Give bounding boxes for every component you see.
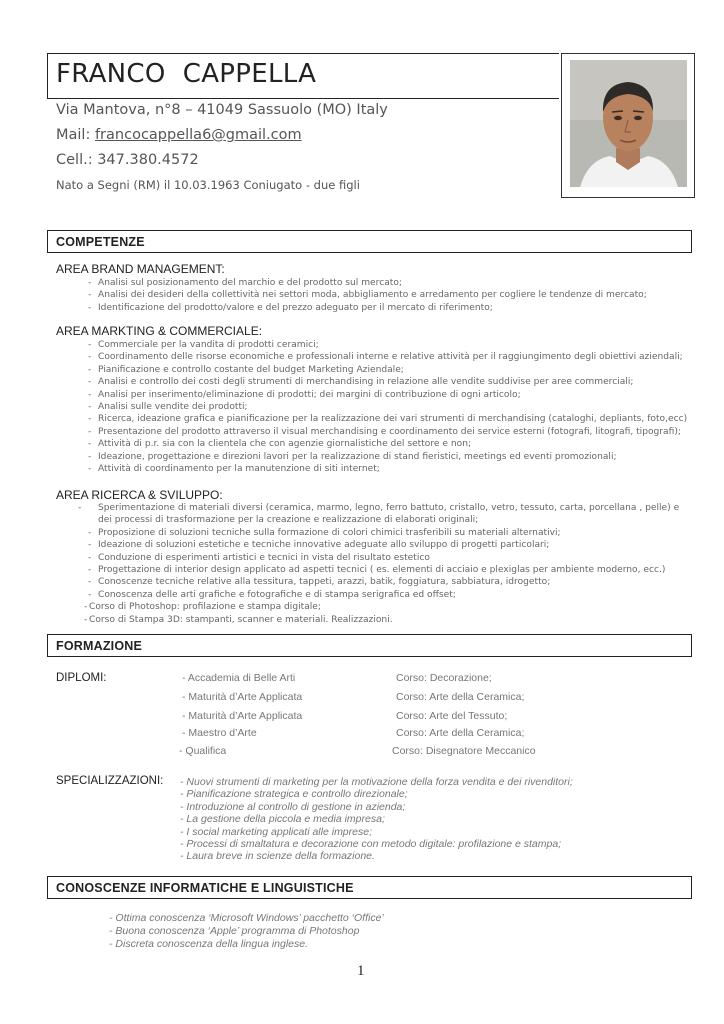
list-item: - Analisi per inserimento/eliminazione di prodotti; dei margini di contribuzione di ogni articolo; [88,389,521,400]
list-item: - Coordinamento delle risorse economiche e professionali interne e relative attività per il raggiungimento degli obiettivi aziendali; [88,352,683,363]
section-title: COMPETENZE [56,235,145,249]
list-item: - I social marketing applicati alle imprese; [180,825,372,838]
mail-label: Mail: [56,127,95,143]
list-item: - Ideazione di soluzioni estetiche e tecniche innovative adeguate allo sviluppo di progetti particolari; [88,540,550,551]
list-item: - La gestione della piccola e media impresa; [180,813,385,826]
list-item: - Corso di Photoshop: profilazione e stampa digitale; [84,602,321,613]
section-title: CONOSCENZE INFORMATICHE E LINGUISTICHE [56,881,354,895]
diploma-course: Corso: Arte della Ceramica; [396,691,525,703]
list-item: - Conoscenze tecniche relative alla tessitura, tappeti, arazzi, batik, foggiatura, sabbiatura, idrogetto; [88,577,551,588]
diploma-school: - Maestro d’Arte [182,727,257,739]
list-item: - Conduzione di esperimenti artistici e tecnici in vista del risultato estetico [88,552,430,563]
list-item: - Conoscenza delle arti grafiche e fotografiche e di stampa serigrafica ed offset; [88,589,456,600]
list-item: - Attività di coordinamento per la manutenzione di siti internet; [88,464,380,475]
diploma-school: - Maturità d’Arte Applicata [182,691,303,703]
mail-link[interactable]: francocappella6@gmail.com [94,127,302,143]
list-item: - Proposizione di soluzioni tecniche sulla formazione di colori chimici trasferibili su materiali alternativi; [88,527,561,538]
list-item: - Identificazione del prodotto/valore e del prezzo adeguato per il mercato di riferimento; [88,302,493,313]
area-marketing-title: AREA MARKTING & COMMERCIALE: [56,324,263,338]
list-item: - Analisi dei desideri della collettività nei settori moda, abbigliamento e arredamento per cogliere le tendenze di mercato; [88,290,647,301]
area-marketing-list [88,339,688,475]
list-item: - Commerciale per la vandita di prodotti ceramici; [88,340,319,350]
area-brand-title: AREA BRAND MANAGEMENT: [56,262,225,276]
profile-photo [570,60,687,187]
list-item: - Corso di Stampa 3D: stampanti, scanner e materiali. Realizzazioni. [84,614,393,625]
address: Via Mantova, n°8 – 41049 Sassuolo (MO) Italy [56,102,388,118]
list-item: - Presentazione del prodotto attraverso il visual merchandising e coordinamento dei service esterni (fotografi, litografi, tipografi); [88,426,681,437]
birth-info: Nato a Segni (RM) il 10.03.1963 Coniugato - due figli [56,178,360,192]
area-brand-list [88,277,688,314]
section-title: FORMAZIONE [56,639,143,653]
section-competenze [47,230,692,253]
specializzazioni-label: SPECIALIZZAZIONI: [56,775,164,787]
list-item: - Ottima conoscenza ‘Microsoft Windows’ pacchetto ‘Office’ [109,912,384,924]
informatica-list [109,912,384,951]
diploma-school: - Qualifica [179,745,227,757]
list-item: - Pianificazione strategica e controllo direzionale; [180,788,408,801]
list-item: - Analisi e controllo dei costi degli strumenti di merchandising in relazione alle vendite suddivise per aree commerciali; [88,377,634,388]
list-item: - Ideazione, progettazione e direzioni lavori per la realizzazione di stand fieristici, meetings ed eventi promozionali; [88,451,617,462]
list-item: - Attività di p.r. sia con la clientela che con agenzie giornalistiche del settore e non; [88,439,472,450]
mail-line [56,127,302,143]
area-ricerca-title: AREA RICERCA & SVILUPPO: [56,488,223,502]
list-item: - Analisi sulle vendite dei prodotti; [88,402,248,413]
cell-phone: Cell.: 347.380.4572 [56,152,199,168]
list-item: - Pianificazione e controllo costante del budget Marketing Aziendale; [88,364,404,375]
diploma-course: Corso: Disegnatore Meccanico [392,745,536,757]
candidate-name: FRANCO CAPPELLA [56,59,317,89]
diploma-course: Corso: Arte del Tessuto; [396,710,508,722]
list-item: - Sperimentazione di materiali diversi (ceramica, marmo, legno, ferro battuto, cristallo, vetro, tessuto, carta, porcellana , pelle) e dei processi di trasformazione per la creazione e realizzazione di elaborati originali; [78,503,680,526]
specializzazioni-list [180,776,573,863]
list-item: - Progettazione di interior design applicato ad aspetti tecnici ( es. elementi di acciaio e plexiglas per ambiente moderno, ecc.) [88,565,666,576]
list-item: - Introduzione al controllo di gestione in azienda; [180,800,406,813]
list-item: - Ricerca, ideazione grafica e pianificazione per la realizzazione dei vari strumenti di merchandising (cataloghi, depliants, foto,ecc) [88,414,688,425]
list-item: - Laura breve in scienze della formazione. [180,850,375,863]
page-number: 1 [357,963,365,979]
diploma-course: Corso: Decorazione; [396,672,492,684]
list-item: - Nuovi strumenti di marketing per la motivazione della forza vendita e dei rivenditori; [180,776,573,788]
list-item: - Processi di smaltatura e decorazione con metodo digitale: profilazione e stampa; [180,838,562,851]
section-informatica [47,876,692,899]
list-item: - Discreta conoscenza della lingua inglese. [109,938,309,950]
list-item: - Buona conoscenza ‘Apple’ programma di Photoshop [109,925,360,937]
section-formazione [47,634,692,657]
diploma-course: Corso: Arte della Ceramica; [396,727,525,739]
area-ricerca-list [78,502,688,626]
list-item: - Analisi sul posizionamento del marchio e del prodotto sul mercato; [88,278,402,288]
diploma-school: - Maturità d’Arte Applicata [182,710,303,722]
diplomi-label: DIPLOMI: [56,672,107,684]
diploma-school: - Accademia di Belle Arti [182,672,296,684]
